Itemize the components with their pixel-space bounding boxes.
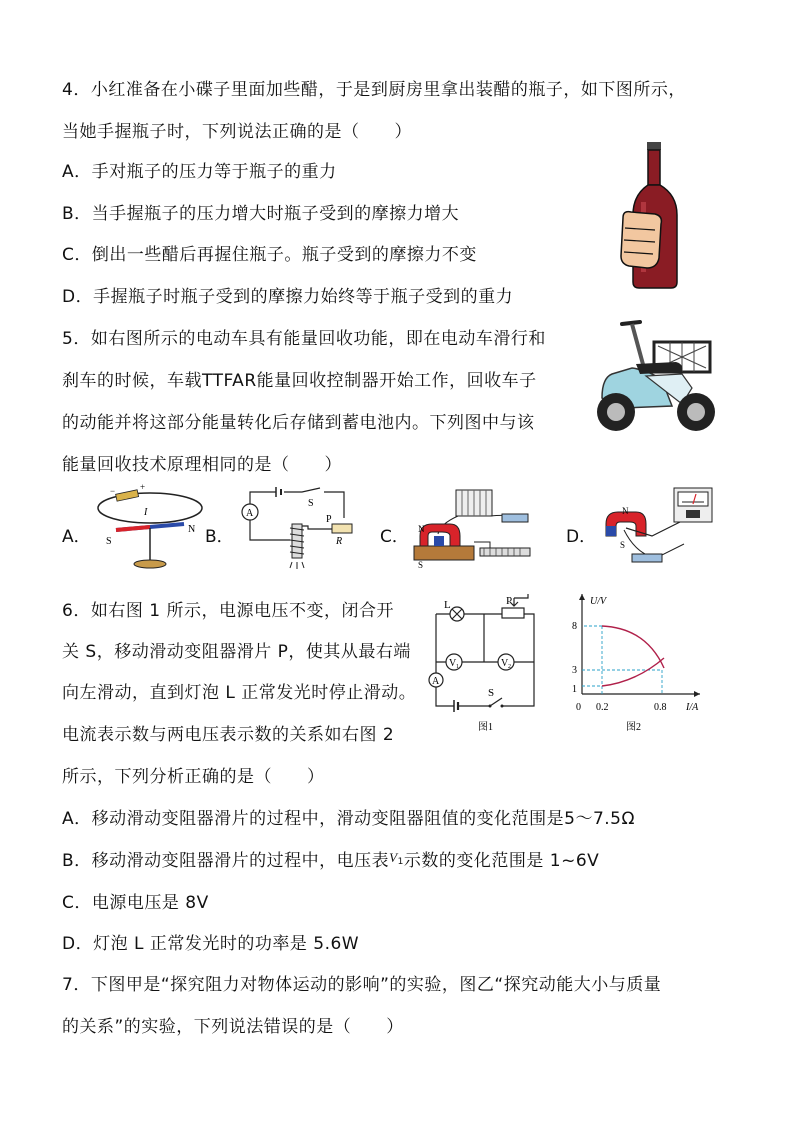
figure-1-circuit	[428, 588, 548, 736]
q5-stem-line-4: 能量回收技术原理相同的是（ ）	[62, 455, 342, 475]
voltmeter-v1-sub: 1	[456, 664, 459, 670]
needle-n-label: N	[188, 524, 196, 535]
q4-stem-line-2: 当她手握瓶子时，下列说法正确的是（ ）	[62, 122, 412, 142]
q4-option-a: A．手对瓶子的压力等于瓶子的重力	[62, 162, 337, 182]
magnet-s-label: S	[418, 560, 424, 570]
y-tick-3: 3	[572, 665, 577, 676]
q4-option-c: C．倒出一些醋后再握住瓶子。瓶子受到的摩擦力不变	[62, 245, 477, 265]
q5-stem-line-3: 的动能并将这部分能量转化后存储到蓄电池内。下列图中与该	[62, 413, 535, 433]
q5-stem-line-1: 5．如右图所示的电动车具有能量回收功能，即在电动车滑行和	[62, 329, 546, 349]
option-b-electromagnet-diagram	[232, 484, 356, 570]
x-tick-0-8: 0.8	[654, 702, 667, 713]
option-d-generator-diagram	[596, 484, 718, 570]
q6-option-c: C．电源电压是 8V	[62, 893, 209, 913]
slider-p-label-fig1: P	[506, 595, 513, 607]
y-axis-label: U/V	[590, 596, 607, 607]
q6-option-d: D．灯泡 L 正常发光时的功率是 5.6W	[62, 934, 360, 954]
ammeter-a-label: A	[246, 508, 254, 519]
voltmeter-v2-sub: 2	[508, 664, 511, 670]
q5-stem-line-2: 刹车的时候，车载TTFAR能量回收控制器开始工作，回收车子	[62, 371, 537, 391]
bottle-in-hand-image	[615, 140, 695, 290]
y-tick-1: 1	[572, 684, 577, 695]
q5-option-a-label: A．	[62, 527, 91, 547]
voltmeter-v2-label: V	[501, 658, 509, 669]
magnet-n-label: N	[418, 524, 425, 534]
q4-option-d: D．手握瓶子时瓶子受到的摩擦力始终等于瓶子受到的重力	[62, 287, 514, 307]
svg-text:−: −	[110, 486, 116, 496]
voltmeter-v1-symbol: V	[389, 850, 398, 865]
x-axis-label: I/A	[686, 702, 699, 713]
x-tick-0-2: 0.2	[596, 702, 609, 713]
figure-2-graph	[566, 588, 706, 736]
figure-1-caption: 图1	[478, 722, 493, 733]
lamp-l-label: L	[444, 599, 451, 611]
current-label: I	[144, 507, 148, 518]
q6-stem-line-3: 向左滑动，直到灯泡 L 正常发光时停止滑动。	[62, 683, 417, 703]
resistor-r-label: R	[336, 536, 343, 547]
needle-s-label: S	[106, 536, 112, 547]
slider-p-label: P	[326, 514, 332, 525]
origin-label: 0	[576, 702, 581, 713]
gen-magnet-n-label: N	[622, 506, 629, 516]
svg-text:+: +	[140, 484, 146, 492]
q7-stem-line-2: 的关系”的实验，下列说法错误的是（ ）	[62, 1017, 404, 1037]
switch-s-label-fig1: S	[488, 687, 495, 699]
figure-2-caption: 图2	[626, 722, 641, 733]
q5-option-c-label: C．	[380, 527, 409, 547]
q6-stem-line-5: 所示，下列分析正确的是（ ）	[62, 767, 325, 787]
voltmeter-v1-label: V	[449, 658, 457, 669]
q6-option-a: A．移动滑动变阻器滑片的过程中，滑动变阻器阻值的变化范围是5～7.5Ω	[62, 809, 635, 829]
v1-curve	[602, 626, 664, 668]
q6-stem-line-2: 关 S，移动滑动变阻器滑片 P，使其从最右端	[62, 642, 411, 662]
y-tick-8: 8	[572, 621, 577, 632]
option-c-motor-diagram	[410, 484, 540, 570]
q6-option-b: B．移动滑动变阻器滑片的过程中，电压表$^V$1示数的变化范围是 1~6V	[62, 850, 600, 871]
switch-s-label: S	[308, 498, 314, 509]
gen-magnet-s-label: S	[620, 540, 626, 550]
v2-curve	[602, 658, 664, 686]
q6-stem-line-1: 6．如右图 1 所示，电源电压不变，闭合开	[62, 601, 394, 621]
q5-option-d-label: D．	[566, 527, 597, 547]
electric-bike-image	[592, 318, 722, 438]
q4-option-b: B．当手握瓶子的压力增大时瓶子受到的摩擦力增大	[62, 204, 460, 224]
ammeter-a-label-fig1: A	[432, 676, 440, 687]
q7-stem-line-1: 7．下图甲是“探究阻力对物体运动的影响”的实验，图乙“探究动能大小与质量	[62, 975, 662, 995]
q5-option-b-label: B．	[205, 527, 234, 547]
option-a-oersted-diagram	[92, 484, 204, 570]
q6-stem-line-4: 电流表示数与两电压表示数的关系如右图 2	[62, 725, 395, 745]
q4-stem-line-1: 4．小红准备在小碟子里面加些醋，于是到厨房里拿出装醋的瓶子，如下图所示，	[62, 80, 686, 100]
